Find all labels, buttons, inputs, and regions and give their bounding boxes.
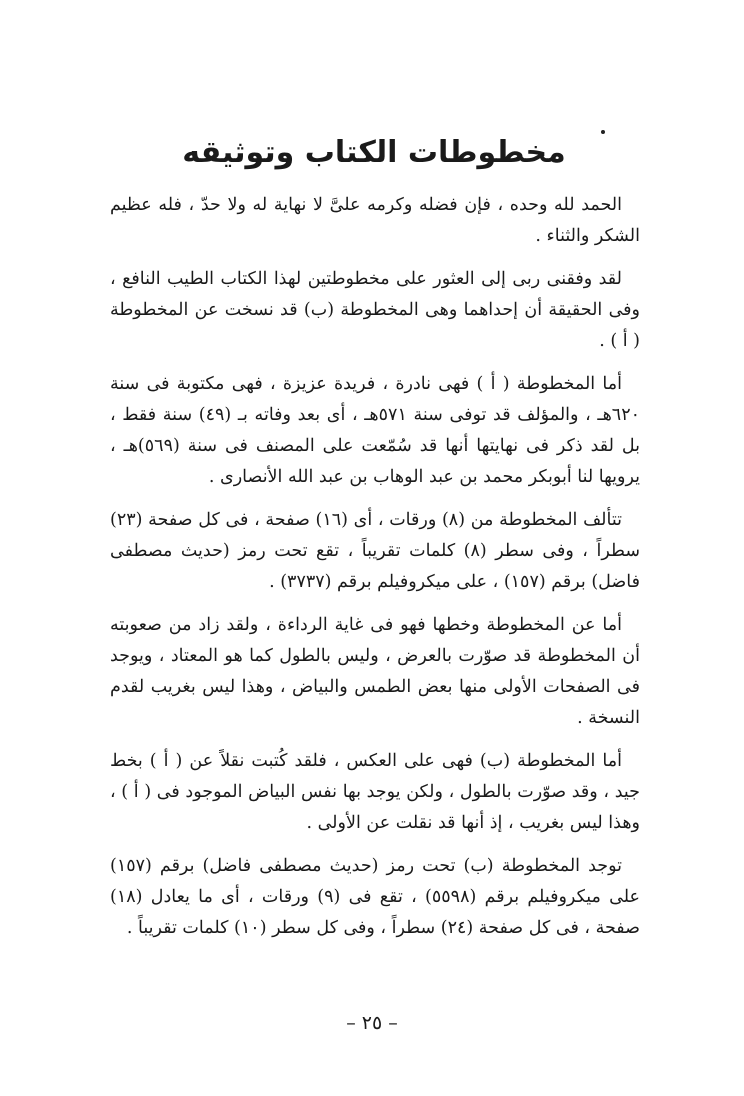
page-number: – ٢٥ – — [346, 1012, 398, 1034]
paragraph-6: أما المخطوطة (ب) فهى على العكس ، فلقد كُتبت نقلاً عن ( أ ) بخط جيد ، وقد صوّرت بالطول ، ولكن يوجد بها نفس البياض الموجود فى ( أ ) ، وهذا ليس بغريب ، إذ أنها قد نقلت عن الأولى . — [110, 751, 640, 833]
paragraph-2: لقد وفقنى ربى إلى العثور على مخطوطتين لهذا الكتاب الطيب النافع ، وفى الحقيقة أن إحداهما وهى المخطوطة (ب) قد نسخت عن المخطوطة ( أ ) . — [110, 269, 640, 351]
paragraph-4: تتألف المخطوطة من (٨) ورقات ، أى (١٦) صفحة ، فى كل صفحة (٢٣) سطراً ، وفى سطر (٨) كلمات تقريباً ، تقع تحت رمز (حديث مصطفى فاضل) برقم (١٥٧) ، على ميكروفيلم برقم (٣٧٣٧) . — [110, 510, 640, 592]
body-text — [110, 190, 640, 956]
paragraph-3: أما المخطوطة ( أ ) فهى نادرة ، فريدة عزيزة ، فهى مكتوبة فى سنة ٦٢٠هـ ، والمؤلف قد توفى سنة ٥٧١هـ ، أى بعد وفاته بـ (٤٩) سنة فقط ، بل لقد ذكر فى نهايتها أنها قد سُمّعت على المصنف فى سنة (٥٦٩)هـ ، يرويها لنا أبوبكر محمد بن عبد الوهاب بن عبد الله الأنصارى . — [110, 374, 640, 487]
paragraph-5: أما عن المخطوطة وخطها فهو فى غاية الرداءة ، ولقد زاد من صعوبته أن المخطوطة قد صوّرت بالعرض ، وليس بالطول كما هو المعتاد ، ويوجد فى الصفحات الأولى منها بعض الطمس والبياض ، وهذا ليس بغريب لقدم النسخة . — [110, 615, 640, 728]
paragraph-1: الحمد لله وحده ، فإن فضله وكرمه علىَّ لا نهاية له ولا حدّ ، فله عظيم الشكر والثناء . — [110, 195, 640, 246]
paragraph-7: توجد المخطوطة (ب) تحت رمز (حديث مصطفى فاضل) برقم (١٥٧) على ميكروفيلم برقم (٥٥٩٨) ، تقع فى (٩) ورقات ، أى ما يعادل (١٨) صفحة ، فى كل صفحة (٢٤) سطراً ، وفى كل سطر (١٠) كلمات تقريباً . — [110, 856, 641, 938]
page-title: مخطوطات الكتاب وتوثيقه — [182, 135, 566, 170]
